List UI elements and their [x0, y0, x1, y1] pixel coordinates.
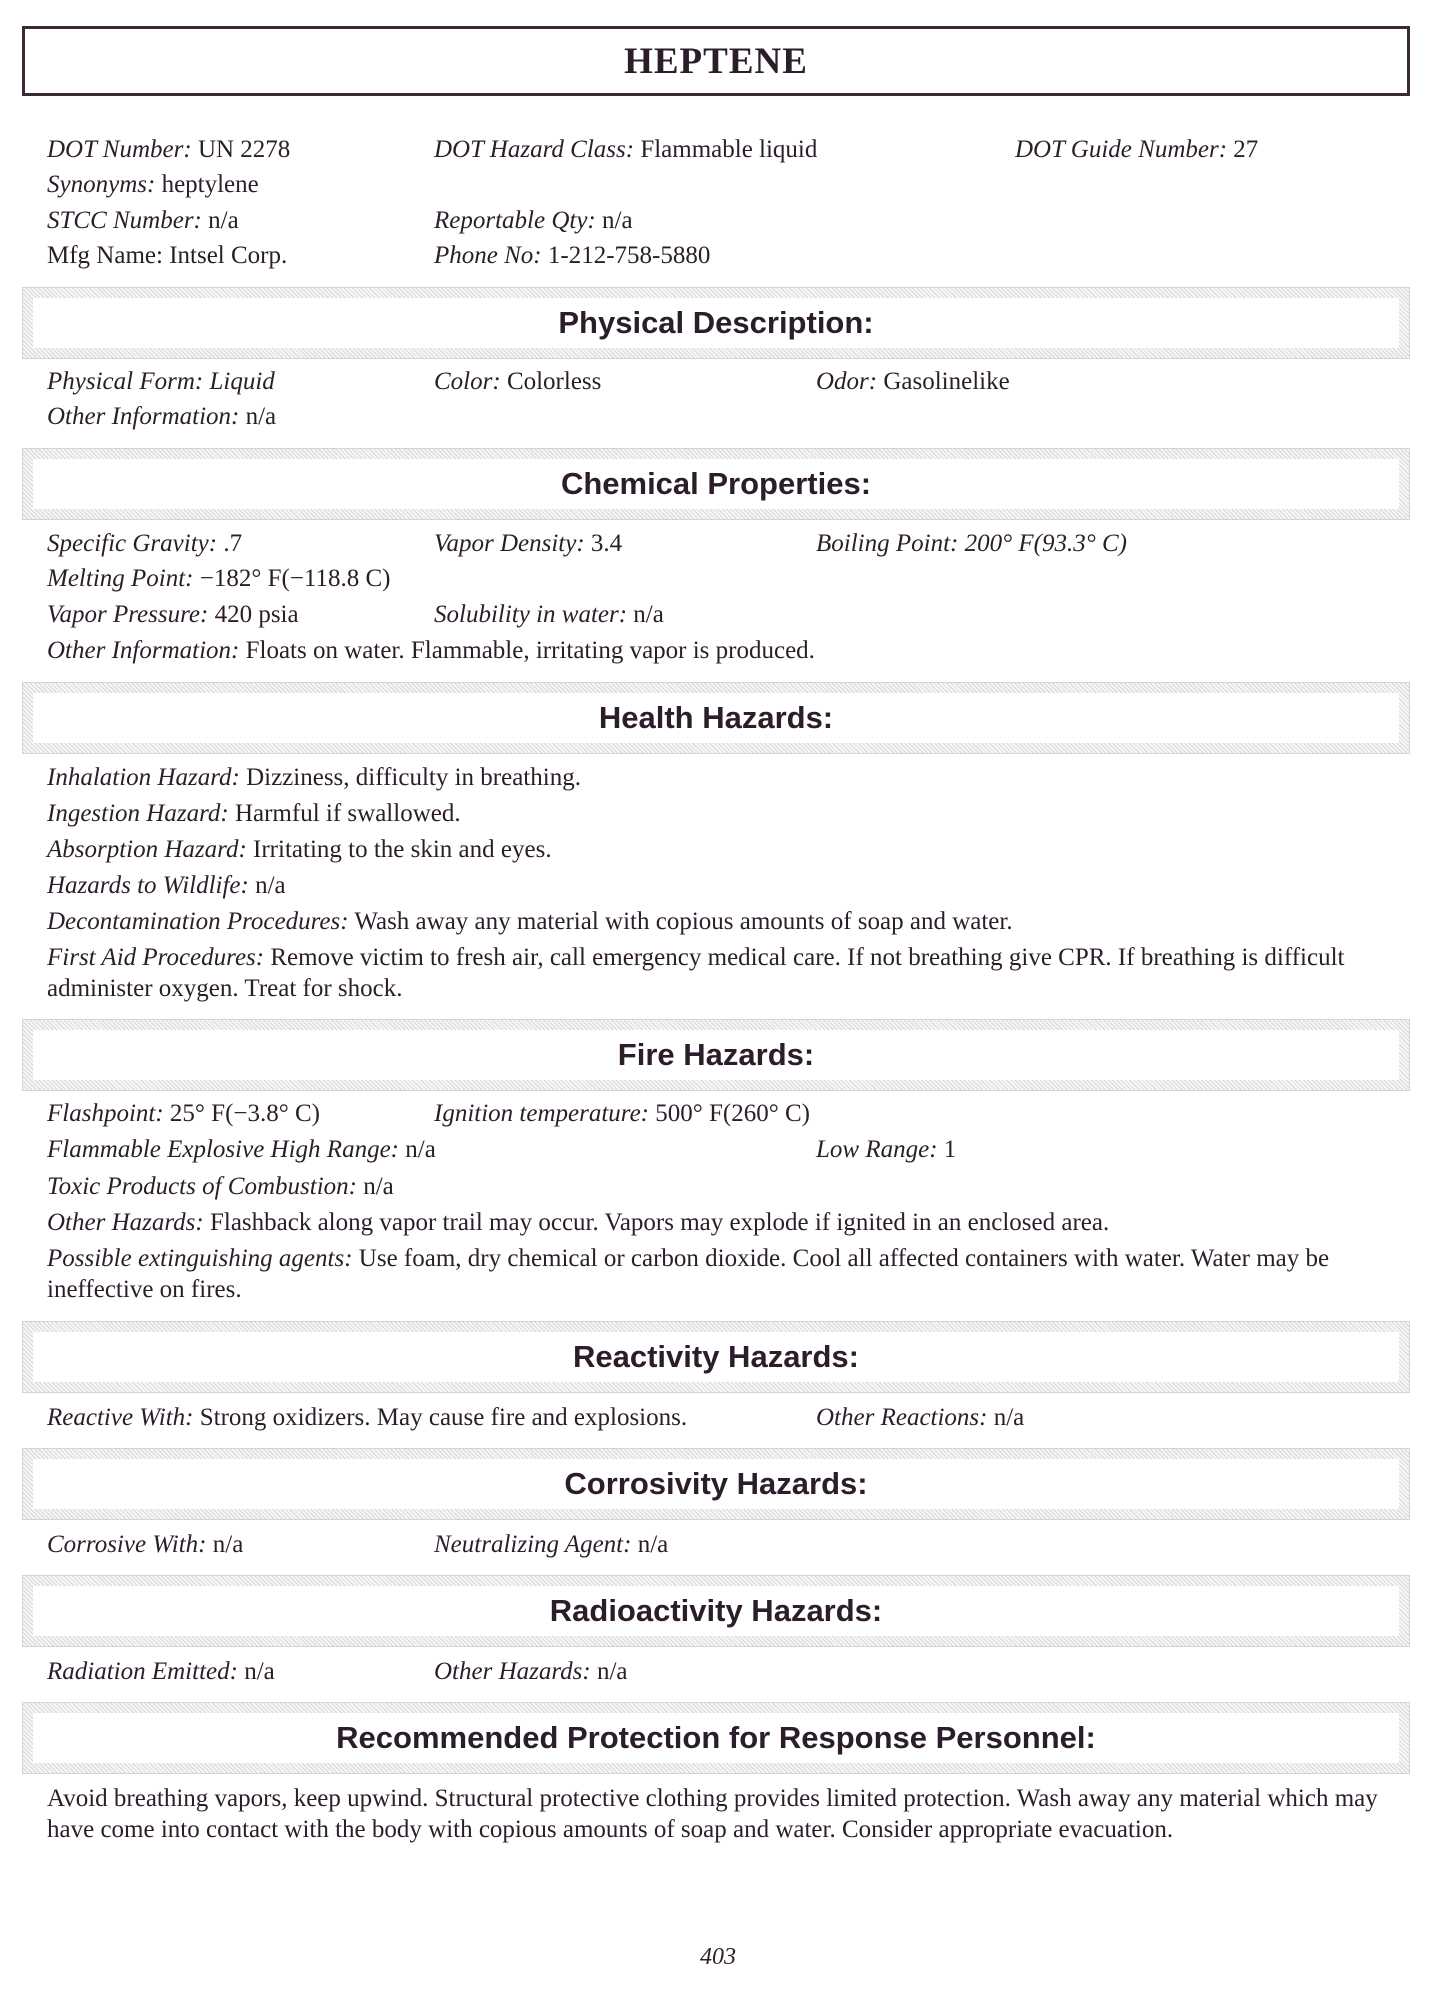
boiling-point-label: Boiling Point: — [816, 530, 959, 557]
wildlife-value: n/a — [255, 872, 286, 899]
ingestion-row — [47, 798, 461, 829]
odor-row — [816, 366, 1010, 397]
extinguishing-label: Possible extinguishing agents: — [47, 1245, 353, 1272]
phone-row — [434, 240, 710, 271]
phone-value: 1-212-758-5880 — [547, 242, 711, 269]
odor-label: Odor: — [816, 368, 878, 395]
other-reactions-row — [816, 1402, 1024, 1433]
high-range-value: n/a — [405, 1136, 436, 1163]
boiling-point-row — [816, 528, 1127, 559]
fire-other-row — [47, 1207, 1109, 1238]
radio-other-label: Other Hazards: — [434, 1658, 591, 1685]
physical-other-value: n/a — [245, 403, 277, 430]
physical-form-row — [47, 366, 275, 397]
wildlife-label: Hazards to Wildlife: — [47, 872, 249, 899]
vapor-density-row — [434, 528, 622, 559]
stcc-value: n/a — [208, 207, 239, 234]
chemical-other-label: Other Information: — [47, 637, 240, 664]
low-range-value: 1 — [943, 1136, 957, 1163]
low-range-label: Low Range: — [816, 1136, 938, 1163]
section-recommended-protection — [22, 1702, 1410, 1774]
toxic-products-value: n/a — [363, 1173, 394, 1200]
dot-guide-row — [1015, 134, 1258, 165]
chemical-other-value: Floats on water. Flammable, irritating vapor is produced. — [245, 637, 815, 664]
other-reactions-value: n/a — [993, 1404, 1025, 1431]
vapor-density-label: Vapor Density: — [434, 530, 585, 557]
stcc-label: STCC Number: — [47, 207, 202, 234]
high-range-row — [47, 1134, 436, 1165]
section-heading: Reactivity Hazards: — [572, 1339, 859, 1374]
synonyms-row — [47, 169, 259, 200]
color-value: Colorless — [506, 368, 602, 395]
low-range-row — [816, 1134, 956, 1165]
section-corrosivity-hazards — [22, 1448, 1410, 1520]
section-physical-description — [22, 287, 1410, 359]
dot-guide-value: 27 — [1233, 136, 1259, 163]
section-heading: Radioactivity Hazards: — [549, 1593, 883, 1628]
section-radioactivity-hazards — [22, 1575, 1410, 1647]
flashpoint-row — [47, 1098, 320, 1129]
section-fire-hazards — [22, 1019, 1410, 1091]
vapor-density-value: 3.4 — [590, 530, 623, 557]
flashpoint-label: Flashpoint: — [47, 1100, 164, 1127]
first-aid-label: First Aid Procedures: — [47, 944, 265, 971]
color-row — [434, 366, 601, 397]
first-aid-value: Remove victim to fresh air, call emergency medical care. If not breathing give CPR. If breathing is difficult administer oxygen. Treat for shock. — [47, 944, 1345, 1002]
radio-other-value: n/a — [596, 1658, 628, 1685]
reactive-with-row — [47, 1402, 687, 1433]
solubility-label: Solubility in water: — [434, 601, 628, 628]
vapor-pressure-row — [47, 599, 299, 630]
dot-guide-label: DOT Guide Number: — [1015, 136, 1228, 163]
chemical-other-row — [47, 635, 815, 666]
fire-other-label: Other Hazards: — [47, 1209, 204, 1236]
boiling-point-value: 200° F(93.3° C) — [964, 530, 1127, 557]
section-heading: Recommended Protection for Response Personnel: — [336, 1720, 1096, 1755]
dot-number-row — [47, 134, 290, 165]
specific-gravity-row — [47, 528, 242, 559]
other-reactions-label: Other Reactions: — [816, 1404, 988, 1431]
dot-hazard-class-value: Flammable liquid — [640, 136, 818, 163]
synonyms-label: Synonyms: — [47, 171, 156, 198]
toxic-products-row — [47, 1171, 394, 1202]
reactive-with-value: Strong oxidizers. May cause fire and explosions. — [199, 1404, 688, 1431]
phone-label: Phone No: — [434, 242, 542, 269]
flashpoint-value: 25° F(−3.8° C) — [169, 1100, 320, 1127]
section-heading: Fire Hazards: — [617, 1037, 815, 1072]
inhalation-value: Dizziness, difficulty in breathing. — [246, 764, 581, 791]
absorption-value: Irritating to the skin and eyes. — [253, 836, 552, 863]
radiation-row — [47, 1656, 275, 1687]
solubility-row — [434, 599, 664, 630]
extinguishing-paragraph — [47, 1243, 1407, 1305]
neutralizing-value: n/a — [637, 1531, 669, 1558]
extinguishing-value: Use foam, dry chemical or carbon dioxide. Cool all affected containers with water. Water may be ineffective on fires. — [47, 1245, 1330, 1303]
mfg-row — [47, 240, 287, 271]
section-chemical-properties — [22, 448, 1410, 520]
color-label: Color: — [434, 368, 501, 395]
section-reactivity-hazards — [22, 1321, 1410, 1393]
ignition-row — [434, 1098, 810, 1129]
section-heading: Corrosivity Hazards: — [564, 1466, 868, 1501]
ingestion-value: Harmful if swallowed. — [234, 800, 461, 827]
absorption-row — [47, 834, 552, 865]
dot-number-value: UN 2278 — [197, 136, 291, 163]
physical-other-label: Other Information: — [47, 403, 240, 430]
melting-point-value: −182° F(−118.8 C) — [199, 565, 391, 592]
dot-hazard-class-row — [434, 134, 817, 165]
high-range-label: Flammable Explosive High Range: — [47, 1136, 399, 1163]
vapor-pressure-label: Vapor Pressure: — [47, 601, 209, 628]
inhalation-label: Inhalation Hazard: — [47, 764, 240, 791]
section-heading: Health Hazards: — [598, 700, 834, 735]
neutralizing-row — [434, 1529, 668, 1560]
section-health-hazards — [22, 682, 1410, 754]
dot-number-label: DOT Number: — [47, 136, 192, 163]
dot-hazard-class-label: DOT Hazard Class: — [434, 136, 635, 163]
ignition-label: Ignition temperature: — [434, 1100, 650, 1127]
mfg-label: Mfg Name: — [47, 242, 163, 269]
section-heading: Physical Description: — [558, 305, 874, 340]
first-aid-paragraph — [47, 942, 1407, 1004]
synonyms-value: heptylene — [161, 171, 259, 198]
absorption-label: Absorption Hazard: — [47, 836, 247, 863]
radio-other-row — [434, 1656, 628, 1687]
physical-other-row — [47, 401, 276, 432]
melting-point-label: Melting Point: — [47, 565, 194, 592]
odor-value: Gasolinelike — [883, 368, 1010, 395]
physical-form-value: Liquid — [209, 368, 275, 395]
stcc-row — [47, 205, 239, 236]
radiation-label: Radiation Emitted: — [47, 1658, 238, 1685]
mfg-value: Intsel Corp. — [169, 242, 288, 269]
neutralizing-label: Neutralizing Agent: — [434, 1531, 632, 1558]
ignition-value: 500° F(260° C) — [655, 1100, 810, 1127]
melting-point-row — [47, 563, 391, 594]
inhalation-row — [47, 762, 581, 793]
decontamination-label: Decontamination Procedures: — [47, 908, 349, 935]
reportable-value: n/a — [602, 207, 633, 234]
specific-gravity-value: .7 — [223, 530, 243, 557]
fire-other-value: Flashback along vapor trail may occur. Vapors may explode if ignited in an enclosed area. — [209, 1209, 1110, 1236]
specific-gravity-label: Specific Gravity: — [47, 530, 218, 557]
page-number: 403 — [700, 1944, 736, 1970]
wildlife-row — [47, 870, 286, 901]
corrosive-with-value: n/a — [212, 1531, 244, 1558]
radiation-value: n/a — [244, 1658, 275, 1685]
protection-paragraph: Avoid breathing vapors, keep upwind. Structural protective clothing provides limited protection. Wash away any material which may have come into contact with the body with copious amounts of soap and water. Consider appropriate evacuation. — [47, 1785, 1378, 1843]
corrosive-with-label: Corrosive With: — [47, 1531, 207, 1558]
ingestion-label: Ingestion Hazard: — [47, 800, 229, 827]
solubility-value: n/a — [633, 601, 664, 628]
corrosive-with-row — [47, 1529, 243, 1560]
document-title: HEPTENE — [624, 40, 808, 82]
toxic-products-label: Toxic Products of Combustion: — [47, 1173, 357, 1200]
decontamination-row — [47, 906, 1013, 937]
decontamination-value: Wash away any material with copious amounts of soap and water. — [354, 908, 1013, 935]
vapor-pressure-value: 420 psia — [214, 601, 299, 628]
section-heading: Chemical Properties: — [560, 466, 872, 501]
reactive-with-label: Reactive With: — [47, 1404, 194, 1431]
reportable-row — [434, 205, 633, 236]
physical-form-label: Physical Form: — [47, 368, 204, 395]
title-box — [22, 26, 1410, 96]
reportable-label: Reportable Qty: — [434, 207, 596, 234]
